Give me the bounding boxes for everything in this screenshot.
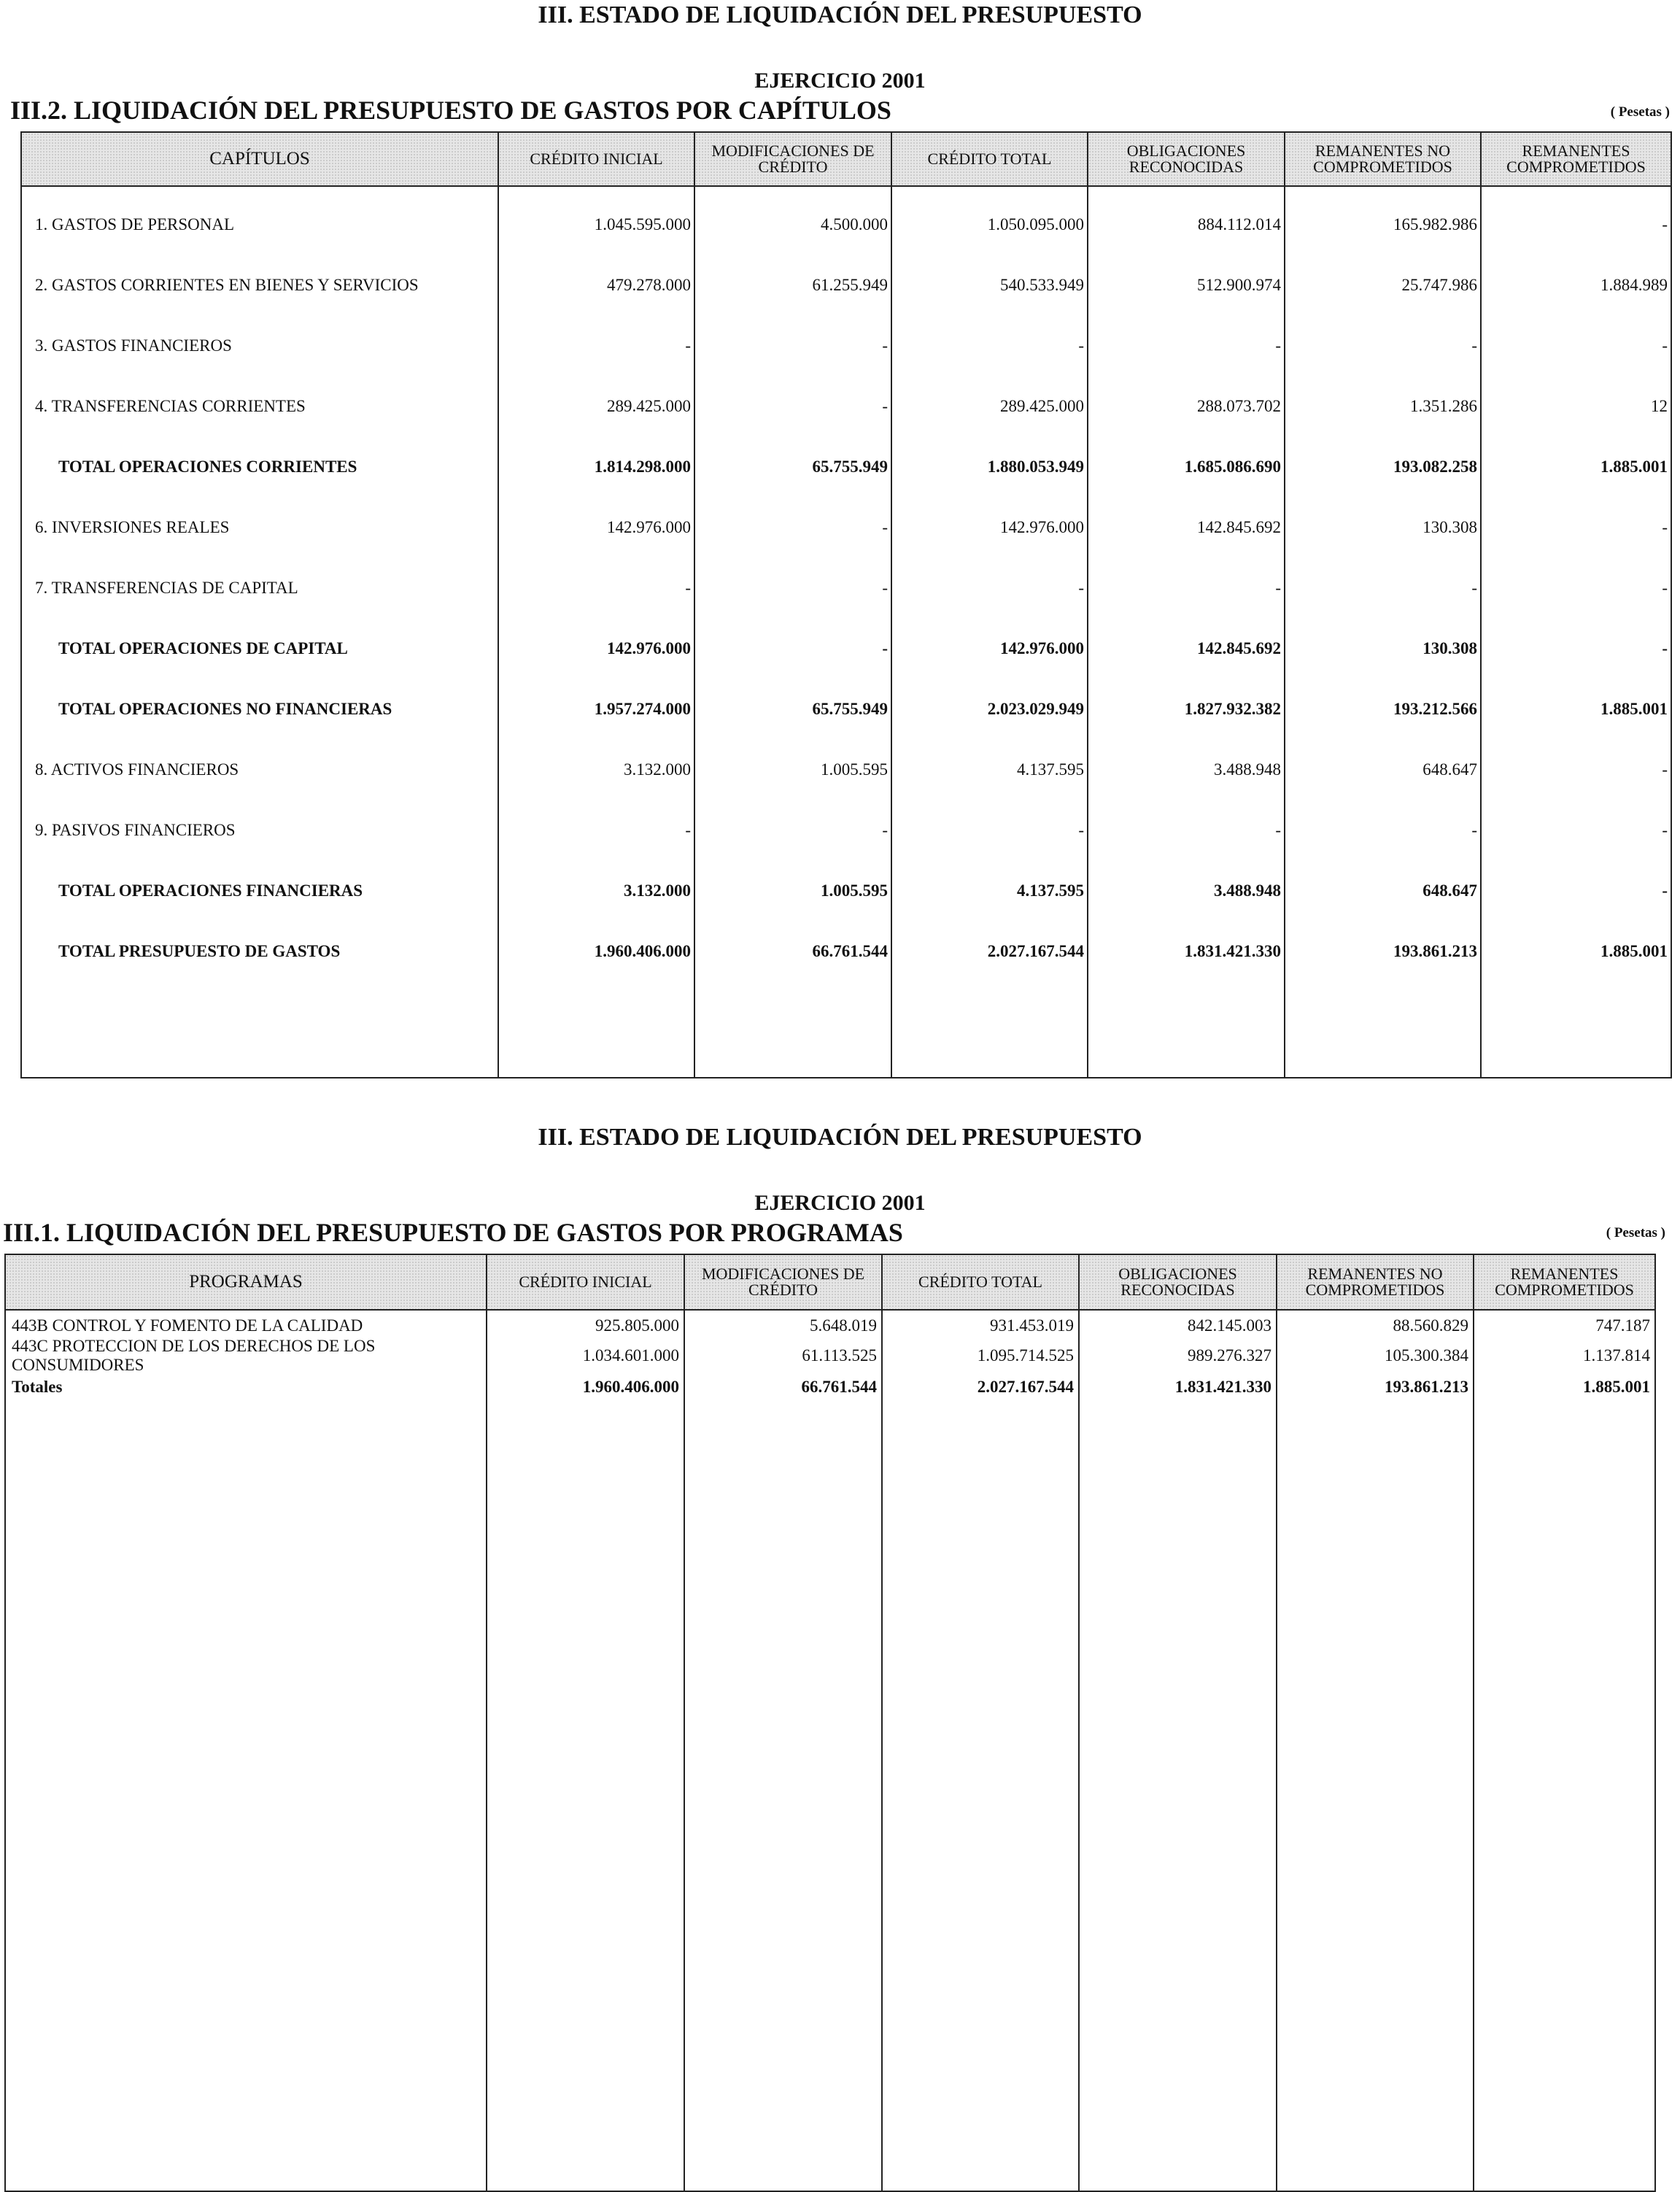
row-value: -	[694, 315, 891, 376]
col-header-capitulos: CAPÍTULOS	[21, 132, 498, 186]
table-header-row	[21, 132, 1671, 186]
row-value: 842.145.003	[1079, 1310, 1277, 1335]
row-value: 1.005.595	[694, 860, 891, 921]
row-label: TOTAL OPERACIONES FINANCIERAS	[21, 860, 498, 921]
table-row	[21, 255, 1671, 315]
row-value: -	[1481, 800, 1671, 860]
row-value: 1.960.406.000	[487, 1376, 684, 1398]
row-value: 142.976.000	[498, 497, 694, 557]
row-value: -	[498, 800, 694, 860]
row-value: -	[1481, 186, 1671, 255]
row-value: 1.050.095.000	[891, 186, 1088, 255]
capitulos-table	[20, 131, 1672, 1078]
row-value: 105.300.384	[1277, 1335, 1474, 1376]
row-label: TOTAL OPERACIONES CORRIENTES	[21, 436, 498, 497]
empty-cell	[1481, 981, 1671, 1078]
row-value: 1.960.406.000	[498, 921, 694, 981]
col-header-credito-total: CRÉDITO TOTAL	[882, 1254, 1079, 1310]
row-value: 1.831.421.330	[1079, 1376, 1277, 1398]
row-value: -	[1481, 739, 1671, 800]
total-row	[21, 921, 1671, 981]
row-value: 747.187	[1474, 1310, 1655, 1335]
section2-units: ( Pesetas )	[1606, 1225, 1665, 1240]
row-value: 479.278.000	[498, 255, 694, 315]
row-value: 1.884.989	[1481, 255, 1671, 315]
row-value: 165.982.986	[1285, 186, 1481, 255]
table-header-row	[5, 1254, 1655, 1310]
row-value: -	[498, 315, 694, 376]
row-value: -	[1481, 618, 1671, 679]
total-row	[21, 436, 1671, 497]
row-value: 540.533.949	[891, 255, 1088, 315]
row-label: TOTAL OPERACIONES NO FINANCIERAS	[21, 679, 498, 739]
row-value: 1.885.001	[1481, 921, 1671, 981]
row-value: 3.132.000	[498, 739, 694, 800]
section1-units: ( Pesetas )	[1610, 104, 1670, 120]
row-value: 3.132.000	[498, 860, 694, 921]
row-value: -	[498, 557, 694, 618]
row-value: -	[694, 497, 891, 557]
empty-cell	[487, 1398, 684, 2191]
row-value: 66.761.544	[684, 1376, 882, 1398]
row-value: 88.560.829	[1277, 1310, 1474, 1335]
row-value: 1.685.086.690	[1088, 436, 1285, 497]
row-value: 12	[1481, 376, 1671, 436]
row-value: 193.212.566	[1285, 679, 1481, 739]
row-value: 1.880.053.949	[891, 436, 1088, 497]
row-value: -	[1481, 860, 1671, 921]
row-value: 884.112.014	[1088, 186, 1285, 255]
row-value: 1.137.814	[1474, 1335, 1655, 1376]
empty-cell	[498, 981, 694, 1078]
row-value: 4.137.595	[891, 739, 1088, 800]
row-value: -	[1285, 800, 1481, 860]
row-value: 648.647	[1285, 860, 1481, 921]
row-value: 1.045.595.000	[498, 186, 694, 255]
table-row	[21, 376, 1671, 436]
row-value: 2.027.167.544	[882, 1376, 1079, 1398]
row-value: 4.500.000	[694, 186, 891, 255]
row-value: 1.814.298.000	[498, 436, 694, 497]
programas-table	[4, 1254, 1656, 2192]
section1-main-title: III. ESTADO DE LIQUIDACIÓN DEL PRESUPUESTO	[538, 1, 1142, 28]
empty-cell	[1079, 1398, 1277, 2191]
empty-cell	[684, 1398, 882, 2191]
row-value: 193.082.258	[1285, 436, 1481, 497]
row-value: 5.648.019	[684, 1310, 882, 1335]
row-value: 66.761.544	[694, 921, 891, 981]
empty-cell	[1474, 1398, 1655, 2191]
row-value: 130.308	[1285, 618, 1481, 679]
table-row	[5, 1310, 1655, 1335]
row-value: -	[1481, 557, 1671, 618]
col-header-modificaciones: MODIFICACIONES DE CRÉDITO	[684, 1254, 882, 1310]
col-header-remanentes-no: REMANENTES NO COMPROMETIDOS	[1277, 1254, 1474, 1310]
row-value: 925.805.000	[487, 1310, 684, 1335]
row-label: 4. TRANSFERENCIAS CORRIENTES	[21, 376, 498, 436]
row-label: 7. TRANSFERENCIAS DE CAPITAL	[21, 557, 498, 618]
row-label: 8. ACTIVOS FINANCIEROS	[21, 739, 498, 800]
row-value: -	[1285, 557, 1481, 618]
col-header-obligaciones: OBLIGACIONES RECONOCIDAS	[1088, 132, 1285, 186]
empty-row	[21, 981, 1671, 1078]
row-value: 1.831.421.330	[1088, 921, 1285, 981]
row-value: 512.900.974	[1088, 255, 1285, 315]
empty-cell	[1088, 981, 1285, 1078]
section2-subtitle: III.1. LIQUIDACIÓN DEL PRESUPUESTO DE GASTOS POR PROGRAMAS	[3, 1218, 903, 1247]
row-label: TOTAL OPERACIONES DE CAPITAL	[21, 618, 498, 679]
row-value: -	[694, 618, 891, 679]
section2-main-title: III. ESTADO DE LIQUIDACIÓN DEL PRESUPUESTO	[538, 1124, 1142, 1151]
row-label: TOTAL PRESUPUESTO DE GASTOS	[21, 921, 498, 981]
row-value: 142.976.000	[891, 618, 1088, 679]
row-value: 648.647	[1285, 739, 1481, 800]
row-value: 931.453.019	[882, 1310, 1079, 1335]
col-header-programas: PROGRAMAS	[5, 1254, 487, 1310]
empty-cell	[1277, 1398, 1474, 2191]
row-value: 1.885.001	[1474, 1376, 1655, 1398]
row-value: 2.023.029.949	[891, 679, 1088, 739]
row-value: -	[1285, 315, 1481, 376]
col-header-remanentes-comp: REMANENTES COMPROMETIDOS	[1474, 1254, 1655, 1310]
row-value: 289.425.000	[498, 376, 694, 436]
table-row	[5, 1335, 1655, 1376]
row-label: 443C PROTECCION DE LOS DERECHOS DE LOS CONSUMIDORES	[5, 1335, 487, 1376]
row-value: 142.845.692	[1088, 618, 1285, 679]
row-label: 2. GASTOS CORRIENTES EN BIENES Y SERVICIOS	[21, 255, 498, 315]
col-header-credito-total: CRÉDITO TOTAL	[891, 132, 1088, 186]
col-header-modificaciones: MODIFICACIONES DE CRÉDITO	[694, 132, 891, 186]
section1-ejercicio: EJERCICIO 2001	[754, 69, 926, 93]
row-value: 25.747.986	[1285, 255, 1481, 315]
col-header-obligaciones: OBLIGACIONES RECONOCIDAS	[1079, 1254, 1277, 1310]
col-header-remanentes-comp: REMANENTES COMPROMETIDOS	[1481, 132, 1671, 186]
row-value: 989.276.327	[1079, 1335, 1277, 1376]
empty-cell	[1285, 981, 1481, 1078]
table-row	[21, 186, 1671, 255]
row-label: 443B CONTROL Y FOMENTO DE LA CALIDAD	[5, 1310, 487, 1335]
row-label: 1. GASTOS DE PERSONAL	[21, 186, 498, 255]
empty-cell	[694, 981, 891, 1078]
row-value: -	[1088, 315, 1285, 376]
table-row	[21, 315, 1671, 376]
row-value: 1.885.001	[1481, 679, 1671, 739]
row-label: 9. PASIVOS FINANCIEROS	[21, 800, 498, 860]
row-value: 142.845.692	[1088, 497, 1285, 557]
row-value: -	[694, 800, 891, 860]
row-value: 3.488.948	[1088, 739, 1285, 800]
row-value: 61.255.949	[694, 255, 891, 315]
row-value: -	[1481, 497, 1671, 557]
empty-cell	[21, 981, 498, 1078]
row-label: 6. INVERSIONES REALES	[21, 497, 498, 557]
empty-cell	[5, 1398, 487, 2191]
row-value: 1.957.274.000	[498, 679, 694, 739]
row-value: 142.976.000	[891, 497, 1088, 557]
table-row	[21, 497, 1671, 557]
col-header-remanentes-no: REMANENTES NO COMPROMETIDOS	[1285, 132, 1481, 186]
row-value: 1.827.932.382	[1088, 679, 1285, 739]
row-value: 61.113.525	[684, 1335, 882, 1376]
row-label: Totales	[5, 1376, 487, 1398]
row-value: 1.034.601.000	[487, 1335, 684, 1376]
empty-cell	[882, 1398, 1079, 2191]
total-row	[21, 679, 1671, 739]
row-value: -	[694, 557, 891, 618]
row-value: 289.425.000	[891, 376, 1088, 436]
row-value: -	[891, 800, 1088, 860]
row-value: -	[1481, 315, 1671, 376]
row-value: 65.755.949	[694, 679, 891, 739]
total-row	[5, 1376, 1655, 1398]
row-value: 1.005.595	[694, 739, 891, 800]
row-value: 130.308	[1285, 497, 1481, 557]
row-value: 65.755.949	[694, 436, 891, 497]
row-value: 193.861.213	[1277, 1376, 1474, 1398]
table-row	[21, 557, 1671, 618]
row-value: 3.488.948	[1088, 860, 1285, 921]
row-value: 4.137.595	[891, 860, 1088, 921]
empty-row	[5, 1398, 1655, 2191]
table-row	[21, 800, 1671, 860]
row-value: -	[1088, 557, 1285, 618]
row-value: -	[891, 315, 1088, 376]
total-row	[21, 860, 1671, 921]
col-header-credito-inicial: CRÉDITO INICIAL	[487, 1254, 684, 1310]
row-value: 1.351.286	[1285, 376, 1481, 436]
row-label: 3. GASTOS FINANCIEROS	[21, 315, 498, 376]
row-value: 193.861.213	[1285, 921, 1481, 981]
row-value: 1.095.714.525	[882, 1335, 1079, 1376]
total-row	[21, 618, 1671, 679]
col-header-credito-inicial: CRÉDITO INICIAL	[498, 132, 694, 186]
row-value: -	[1088, 800, 1285, 860]
row-value: -	[891, 557, 1088, 618]
row-value: 142.976.000	[498, 618, 694, 679]
section1-subtitle: III.2. LIQUIDACIÓN DEL PRESUPUESTO DE GASTOS POR CAPÍTULOS	[10, 96, 891, 125]
row-value: 288.073.702	[1088, 376, 1285, 436]
section2-ejercicio: EJERCICIO 2001	[754, 1191, 926, 1215]
empty-cell	[891, 981, 1088, 1078]
table-row	[21, 739, 1671, 800]
row-value: 2.027.167.544	[891, 921, 1088, 981]
row-value: 1.885.001	[1481, 436, 1671, 497]
row-value: -	[694, 376, 891, 436]
